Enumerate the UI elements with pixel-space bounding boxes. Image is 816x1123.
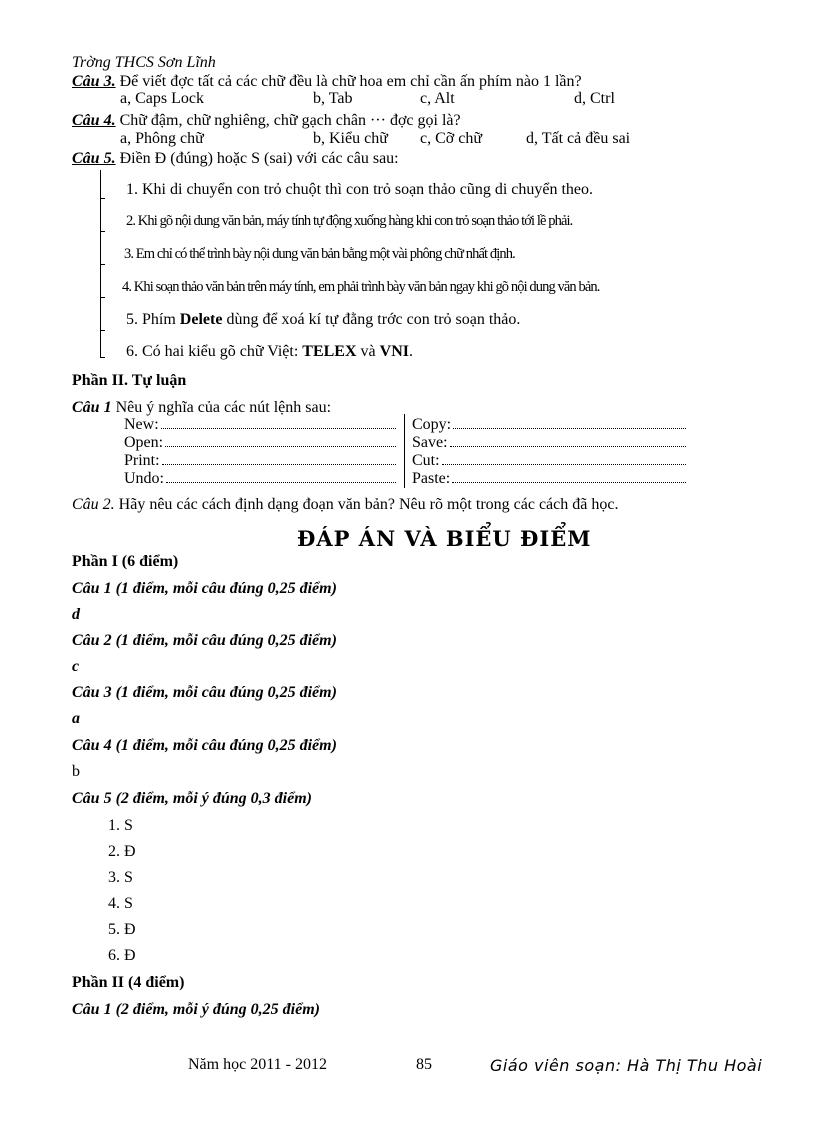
command-copy-label: Copy: bbox=[412, 416, 452, 433]
answer-line bbox=[452, 471, 686, 483]
answer-line bbox=[442, 453, 686, 465]
command-paste-label: Paste: bbox=[412, 470, 451, 487]
answer-q5-item-4: 4. S bbox=[108, 895, 133, 912]
bracket-tick-4 bbox=[100, 297, 105, 298]
question-3 bbox=[72, 73, 582, 91]
answer-line bbox=[165, 435, 396, 447]
command-copy bbox=[412, 416, 686, 434]
statement-6-bold-1: TELEX bbox=[302, 343, 357, 360]
q4-option-d: d, Tất cả đều sai bbox=[526, 130, 631, 147]
statement-4: 4. Khi soạn thảo văn bản trên máy tính, em phải trình bày văn bản ngay khi gõ nội dung văn bản. bbox=[122, 279, 600, 295]
question-4 bbox=[72, 112, 461, 130]
answer-q5-label: Câu 5 (2 điểm, mỗi ý đúng 0,3 điểm) bbox=[72, 790, 312, 807]
answer-line bbox=[453, 417, 686, 429]
question-3-text: Để viết đợc tất cả các chữ đều là chữ hoa em chỉ cần ấn phím nào 1 lần? bbox=[119, 73, 582, 90]
statement-6 bbox=[126, 343, 413, 361]
command-undo bbox=[124, 470, 396, 488]
command-paste bbox=[412, 470, 686, 488]
bracket-tick-5 bbox=[100, 330, 105, 331]
footer-page-number: 85 bbox=[416, 1056, 432, 1073]
answer-part-2-q1: Câu 1 (2 điểm, mỗi ý đúng 0,25 điểm) bbox=[72, 1001, 320, 1018]
footer-school-year: Năm học 2011 - 2012 bbox=[188, 1056, 327, 1073]
command-new bbox=[124, 416, 396, 434]
answer-part-2-heading: Phần II (4 điểm) bbox=[72, 974, 185, 991]
answer-q4-label: Câu 4 (1 điểm, mỗi câu đúng 0,25 điểm) bbox=[72, 737, 337, 754]
command-print bbox=[124, 452, 396, 470]
question-5 bbox=[72, 150, 399, 168]
answer-q4-value: b bbox=[72, 763, 80, 780]
answer-q5-item-3: 3. S bbox=[108, 869, 133, 886]
answer-q5-item-1: 1. S bbox=[108, 817, 133, 834]
command-new-label: New: bbox=[124, 416, 159, 433]
statement-2: 2. Khi gõ nội dung văn bản, máy tính tự động xuống hàng khi con trỏ soạn thảo tới lề phải. bbox=[126, 213, 573, 229]
part-2-q2-label: Câu 2. bbox=[72, 496, 115, 513]
answer-q5-item-6: 6. Đ bbox=[108, 947, 136, 964]
statement-6-suffix: . bbox=[408, 343, 413, 360]
statement-3: 3. Em chỉ có thể trình bày nội dung văn bản bằng một vài phông chữ nhất định. bbox=[124, 246, 515, 262]
answer-q2-value: c bbox=[72, 658, 80, 675]
answer-q5-item-2: 2. Đ bbox=[108, 843, 136, 860]
part-2-q2-text: Hãy nêu các cách định dạng đoạn văn bản? Nêu rõ một trong các cách đã học. bbox=[114, 496, 619, 513]
command-undo-label: Undo: bbox=[124, 470, 164, 487]
command-cut-label: Cut: bbox=[412, 452, 440, 469]
statement-6-bold-2: VNI bbox=[379, 343, 409, 360]
school-header: Trờng THCS Sơn Lĩnh bbox=[72, 54, 216, 71]
command-grid-divider bbox=[404, 414, 405, 488]
bracket-tick-6 bbox=[100, 357, 105, 358]
answer-q2-label: Câu 2 (1 điểm, mỗi câu đúng 0,25 điểm) bbox=[72, 632, 337, 649]
q3-option-d: d, Ctrl bbox=[574, 90, 615, 107]
footer-author: Giáo viên soạn: Hà Thị Thu Hoài bbox=[490, 1056, 763, 1075]
answer-q3-value: a bbox=[72, 710, 80, 727]
command-cut bbox=[412, 452, 686, 470]
bracket-tick-3 bbox=[100, 264, 105, 265]
part-2-heading: Phần II. Tự luận bbox=[72, 372, 187, 389]
question-4-text: Chữ đậm, chữ nghiêng, chữ gạch chân ··· đợc gọi là? bbox=[119, 112, 461, 129]
statement-1: 1. Khi di chuyển con trỏ chuột thì con trỏ soạn thảo cũng di chuyển theo. bbox=[126, 181, 594, 198]
question-5-label: Câu 5. bbox=[72, 150, 116, 167]
question-5-text: Điền Đ (đúng) hoặc S (sai) với các câu sau: bbox=[119, 150, 399, 167]
statement-5-prefix: 5. Phím bbox=[126, 311, 180, 328]
statement-5-key: Delete bbox=[179, 311, 223, 328]
answer-line bbox=[162, 453, 396, 465]
statement-5 bbox=[126, 311, 520, 329]
q4-option-c: c, Cỡ chữ bbox=[420, 130, 483, 147]
question-4-label: Câu 4. bbox=[72, 112, 116, 129]
answer-q5-item-5: 5. Đ bbox=[108, 921, 136, 938]
bracket-tick-1 bbox=[100, 198, 105, 199]
command-open bbox=[124, 434, 396, 452]
answer-part-1-heading: Phần I (6 điểm) bbox=[72, 553, 179, 570]
answer-q3-label: Câu 3 (1 điểm, mỗi câu đúng 0,25 điểm) bbox=[72, 684, 337, 701]
statement-6-mid: và bbox=[356, 343, 380, 360]
answer-line bbox=[161, 417, 396, 429]
answer-q1-value: d bbox=[72, 606, 80, 623]
statement-5-suffix: dùng để xoá kí tự đằng trớc con trỏ soạn thảo. bbox=[222, 311, 521, 328]
question-3-label: Câu 3. bbox=[72, 73, 116, 90]
command-save-label: Save: bbox=[412, 434, 448, 451]
answer-key-title: ĐÁP ÁN VÀ BIỂU ĐIỂM bbox=[297, 526, 592, 551]
q4-option-a: a, Phông chữ bbox=[120, 130, 204, 147]
command-open-label: Open: bbox=[124, 434, 164, 451]
q3-option-c: c, Alt bbox=[420, 90, 455, 107]
answer-line bbox=[166, 471, 396, 483]
q3-option-a: a, Caps Lock bbox=[120, 90, 204, 107]
part-2-question-1 bbox=[72, 399, 331, 417]
command-print-label: Print: bbox=[124, 452, 160, 469]
q4-option-b: b, Kiểu chữ bbox=[313, 130, 388, 147]
part-2-q1-label: Câu 1 bbox=[72, 399, 112, 416]
command-save bbox=[412, 434, 686, 452]
part-2-question-2 bbox=[72, 496, 618, 514]
answer-q1-label: Câu 1 (1 điểm, mỗi câu đúng 0,25 điểm) bbox=[72, 580, 337, 597]
part-2-q1-text: Nêu ý nghĩa của các nút lệnh sau: bbox=[111, 399, 332, 416]
answer-line bbox=[450, 435, 686, 447]
statement-6-prefix: 6. Có hai kiểu gõ chữ Việt: bbox=[126, 343, 303, 360]
bracket-tick-2 bbox=[100, 231, 105, 232]
q3-option-b: b, Tab bbox=[313, 90, 353, 107]
